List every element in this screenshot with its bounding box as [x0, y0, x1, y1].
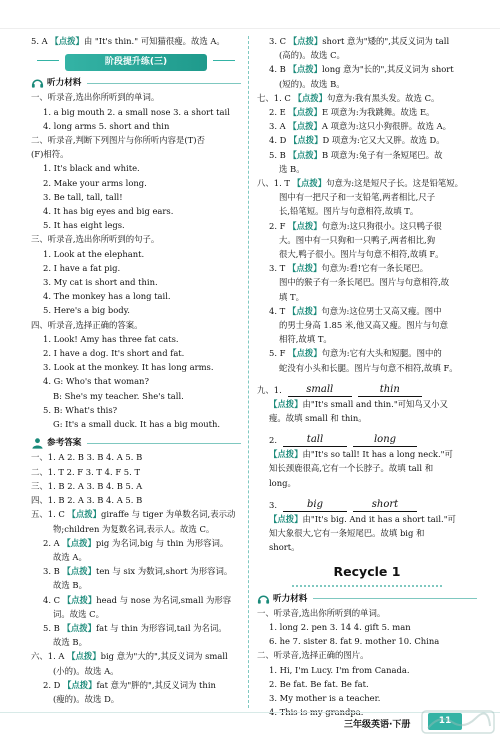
hint-tag: 【点拨】	[292, 178, 327, 189]
watermark-logo	[420, 708, 496, 736]
hint-tag: 【点拨】	[62, 622, 96, 633]
list-item: B: She's my teacher. She's tall.	[53, 390, 184, 401]
section-title: 一、听录音,选出你所听到的单词。	[31, 92, 160, 103]
list-item: 5. B: What's this?	[43, 404, 118, 415]
listening-header-label: 听力材料	[273, 593, 308, 604]
answer-line: 填 T。	[279, 291, 304, 302]
hint-tag: 【点拨】	[269, 398, 303, 409]
answer-line: 5. B 【点拨】fat 与 thin 为形容词,tail 为名词。	[43, 622, 227, 633]
hint-tag: 【点拨】	[63, 679, 97, 690]
answer-line: 4. D 【点拨】D 项意为:它又大又胖。故选 D。	[269, 135, 445, 146]
hint-tag: 【点拨】	[269, 513, 303, 524]
answer-line: 知长颈鹿很高,它有一个长脖子。故填 tall 和	[269, 463, 434, 474]
list-item: 3. My mother is a teacher.	[269, 692, 381, 703]
answer-line: (短的)。故选 B。	[279, 78, 345, 89]
hint-tag: 【点拨】	[288, 121, 322, 132]
fill-answer-row	[257, 494, 477, 512]
section-banner: 阶段提升练(三)	[65, 54, 207, 71]
answer-blank: long	[353, 434, 417, 447]
listening-header	[257, 592, 477, 606]
answers-header	[31, 436, 241, 450]
book-title: 三年级英语·下册	[344, 720, 411, 730]
answer-line: (小的)。故选 A。	[53, 665, 119, 676]
answer-line: 4. B 【点拨】long 意为"长的",其反义词为 short	[269, 64, 454, 75]
hint-tag: 【点拨】	[50, 36, 84, 46]
list-item: 4. G: Who's that woman?	[43, 376, 149, 387]
section-title: (F)相符。	[31, 149, 69, 160]
left-column	[31, 34, 241, 706]
answer-line: 三、1. B 2. A 3. B 4. B 5. A	[31, 480, 143, 491]
hint-tag: 【点拨】	[269, 449, 303, 460]
right-column	[257, 34, 477, 719]
top-rule	[0, 28, 500, 29]
hint-tag: 【点拨】	[288, 107, 322, 118]
answer-line: 物;children 为复数名词,表示人。故选 C。	[53, 523, 215, 534]
list-item: 1. It's black and white.	[43, 163, 140, 174]
hint-tag: 【点拨】	[62, 566, 96, 577]
answer-line: 故选 A。	[53, 551, 87, 562]
answer-line: 【点拨】由"It's small and thin."可知鸟又小又	[269, 398, 448, 409]
headphones-icon	[31, 77, 44, 89]
answer-blank: small	[288, 384, 352, 397]
dotted-rule	[292, 585, 442, 587]
hint-tag: 【点拨】	[62, 594, 97, 605]
list-item: 3. My cat is short and thin.	[43, 277, 158, 288]
hint-tag: 【点拨】	[288, 149, 322, 160]
list-item: 1. long 2. pen 3. 14 4. gift 5. man	[269, 621, 411, 632]
hint-tag: 【点拨】	[293, 92, 327, 103]
answer-line: 八、1. T 【点拨】句意为:这是短尺子长。这是铅笔短。	[257, 178, 463, 189]
column-divider	[248, 36, 249, 708]
list-item: 1. Look! Amy has three fat cats.	[43, 333, 179, 344]
answer-line: 一、1. A 2. B 3. B 4. A 5. B	[31, 452, 143, 463]
item-number: 3.	[269, 499, 277, 510]
answer-line: 3. A 【点拨】A 项意为:这只小狗很胖。故选 A。	[269, 121, 451, 132]
headphones-icon	[257, 593, 270, 605]
answer-line: 知大象很大,它有一条短尾巴。故填 big 和	[269, 528, 425, 539]
list-item: 2. Make your arms long.	[43, 177, 147, 188]
answer-line: 3. C 【点拨】short 意为"矮的",其反义词为 tall	[269, 36, 450, 46]
list-item: 2. I have a fat pig.	[43, 262, 121, 273]
answer-line: 故选 B。	[53, 637, 87, 648]
answer-line: 2. E 【点拨】E 项意为:为我跳舞。故选 E。	[269, 107, 435, 118]
list-item: 4. This is my grandpa.	[269, 707, 364, 718]
answer-line: 瘦。故填 small 和 thin。	[269, 413, 367, 424]
answer-line: 大。图中有一只狗和一只鸭子,两者相比,狗	[279, 234, 436, 245]
list-item: 3. Look at the monkey. It has long arms.	[43, 362, 214, 373]
answer-line: 2. F 【点拨】句意为:这只狗很小。这只鸭子很	[269, 220, 442, 231]
list-item: 4. long arms 5. short and thin	[43, 120, 170, 131]
fill-answer-row	[257, 429, 477, 447]
answer-line: 四、1. B 2. A 3. B 4. A 5. B	[31, 495, 143, 506]
item-number: 九、1.	[257, 384, 282, 395]
answer-line: 五、1. C 【点拨】giraffe 与 tiger 为单数名词,表示动	[31, 509, 236, 520]
hint-tag: 【点拨】	[287, 263, 322, 274]
answer-line: 六、1. A 【点拨】big 意为"大的",其反义词为 small	[31, 651, 228, 662]
hint-tag: 【点拨】	[288, 64, 322, 75]
hint-tag: 【点拨】	[288, 348, 322, 359]
hint-tag: 【点拨】	[287, 305, 322, 316]
hint-tag: 【点拨】	[289, 135, 323, 146]
answer-line: 5. F 【点拨】句意为:它有大头和短腿。图中的	[269, 348, 442, 359]
answer-line: 故选 B。	[53, 580, 87, 591]
unit-title: Recycle 1	[333, 563, 401, 579]
listening-header-label: 听力材料	[47, 78, 82, 89]
answer-line: 5. A 【点拨】由 "It's thin." 可知猫很瘦。故选 A。	[31, 36, 225, 46]
section-title: 三、听录音,选出你所听到的句子。	[31, 234, 160, 245]
fill-answer-row	[257, 379, 477, 397]
answer-line: 2. A 【点拨】pig 为名词,big 与 thin 为形容词。	[43, 537, 229, 548]
section-title: 四、听录音,选择正确的答案。	[31, 319, 143, 330]
list-item: 4. It has big eyes and big ears.	[43, 206, 174, 217]
list-item: 1. a big mouth 2. a small nose 3. a short tail	[43, 106, 230, 117]
list-item: 1. Hi, I'm Lucy. I'm from Canada.	[269, 664, 410, 675]
answer-line: 长,铅笔短。图片与句意相符,故填 T。	[279, 206, 419, 217]
listening-header	[31, 76, 241, 90]
answer-line: 很大,鸭子很小。图片与句意不相符,故填 F。	[279, 249, 444, 260]
section-title: 二、听录音,选择正确的图片。	[257, 650, 369, 661]
header-rule	[87, 443, 241, 444]
answer-line: 2. D 【点拨】fat 意为"胖的",其反义词为 thin	[43, 679, 216, 690]
hint-tag: 【点拨】	[67, 651, 101, 662]
hint-tag: 【点拨】	[67, 509, 101, 520]
answer-line: 【点拨】由"It's so tall! It has a long neck."可	[269, 449, 453, 460]
list-item: 5. It has eight legs.	[43, 220, 125, 231]
answers-header-label: 参考答案	[47, 438, 82, 449]
answer-line: 3. B 【点拨】ten 与 six 为数词,short 为形容词。	[43, 566, 233, 577]
header-rule	[313, 598, 477, 599]
answer-line: 七、1. C 【点拨】句意为:我有黑头发。故选 C。	[257, 92, 440, 103]
answer-line: long。	[269, 477, 296, 488]
answer-line: 选 B。	[279, 163, 305, 174]
answer-blank: thin	[358, 384, 422, 397]
header-rule	[87, 83, 241, 84]
list-item: G: It's a small duck. It has a big mouth.	[53, 419, 221, 430]
answer-line: 图中的猴子有一条长尾巴。图片与句意相符,故	[279, 277, 450, 288]
list-item: 2. Be fat. Be fat. Be fat.	[269, 678, 369, 689]
answer-line: 4. C 【点拨】head 与 nose 为名词,small 为形容	[43, 594, 232, 605]
answer-line: 相符,故填 T。	[279, 334, 332, 345]
answer-line: 【点拨】由"It's big. And it has a short tail."可	[269, 513, 456, 524]
list-item: 1. Look at the elephant.	[43, 248, 145, 259]
list-item: 5. Here's a big body.	[43, 305, 130, 316]
answer-line: short。	[269, 542, 300, 553]
answer-blank: big	[283, 499, 347, 512]
answer-line: 5. B 【点拨】B 项意为:兔子有一条短尾巴。故	[269, 149, 443, 160]
hint-tag: 【点拨】	[62, 537, 96, 548]
page-number: 11	[428, 713, 462, 730]
answer-line: 图中有一把尺子和一支铅笔,两者相比,尺子	[279, 192, 436, 203]
hint-tag: 【点拨】	[288, 220, 322, 231]
list-item: 3. Be tall, tall, tall!	[43, 191, 123, 202]
answer-blank: tall	[283, 434, 347, 447]
person-icon	[31, 437, 44, 449]
answer-line: 词。故选 C。	[53, 608, 104, 619]
list-item: 6. he 7. sister 8. fat 9. mother 10. China	[269, 636, 440, 647]
item-number: 2.	[269, 435, 277, 446]
list-item: 4. The monkey has a long tail.	[43, 291, 171, 302]
section-title: 二、听录音,判断下列图片与你所听内容是(T)否	[31, 135, 205, 146]
answer-line: 的男士身高 1.85 米,他又高又瘦。图片与句意	[279, 320, 449, 331]
answer-blank: short	[353, 499, 417, 512]
section-title: 一、听录音,选出你所听到的单词。	[257, 607, 386, 618]
hint-tag: 【点拨】	[288, 36, 323, 46]
answer-line: (高的)。故选 C。	[279, 50, 345, 61]
answer-line: 二、1. T 2. F 3. T 4. F 5. T	[31, 466, 141, 477]
answer-line: (瘦的)。故选 D。	[53, 693, 120, 704]
answer-line: 4. T 【点拨】句意为:这位男士又高又瘦。图中	[269, 305, 442, 316]
answer-line: 3. T 【点拨】句意为:看!它有一条长尾巴。	[269, 263, 429, 274]
list-item: 2. I have a dog. It's short and fat.	[43, 348, 185, 359]
answer-line: 蛇没有小头和长腿。图片与句意不相符,故填 F。	[279, 362, 458, 373]
